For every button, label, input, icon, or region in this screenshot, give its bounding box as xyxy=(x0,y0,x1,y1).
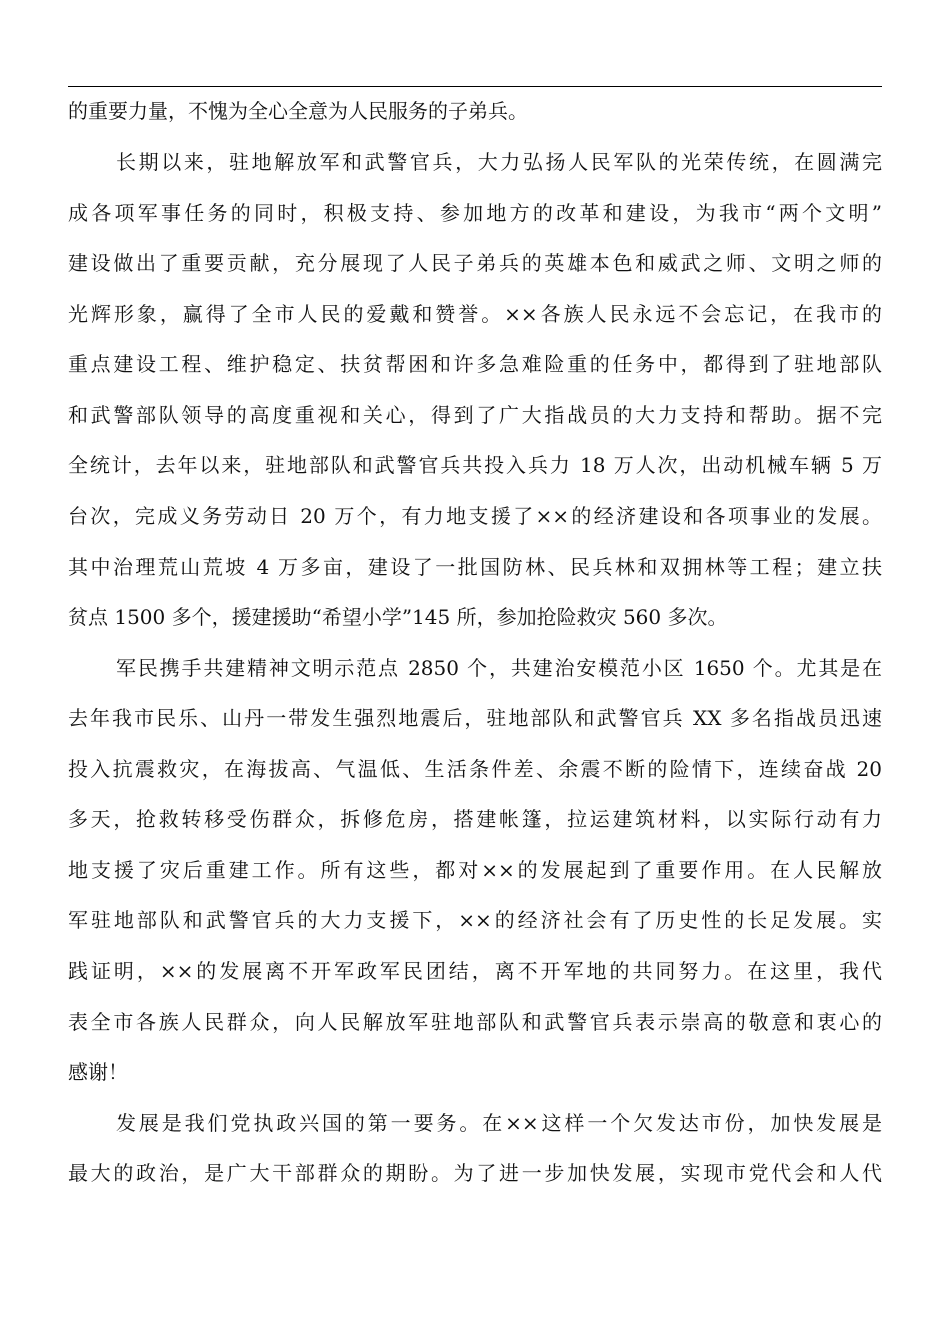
text-line: 践证明，××的发展离不开军政军民团结，离不开军地的共同努力。在这里，我代 xyxy=(68,959,882,983)
text-line: 地支援了灾后重建工作。所有这些，都对××的发展起到了重要作用。在人民解放 xyxy=(68,858,882,882)
text-line: 长期以来，驻地解放军和武警官兵，大力弘扬人民军队的光荣传统，在圆满完 xyxy=(116,150,882,174)
text-line: 表全市各族人民群众，向人民解放军驻地部队和武警官兵表示崇高的敬意和衷心的 xyxy=(68,1010,882,1034)
text-line: 重点建设工程、维护稳定、扶贫帮困和许多急难险重的任务中，都得到了驻地部队 xyxy=(68,352,882,376)
text-line: 去年我市民乐、山丹一带发生强烈地震后，驻地部队和武警官兵 XX 多名指战员迅速 xyxy=(68,706,882,730)
text-line: 的重要力量，不愧为全心全意为人民服务的子弟兵。 xyxy=(68,99,528,123)
text-line: 感谢！ xyxy=(68,1060,128,1084)
text-line: 最大的政治，是广大干部群众的期盼。为了进一步加快发展，实现市党代会和人代 xyxy=(68,1161,882,1185)
text-line: 军驻地部队和武警官兵的大力支援下，××的经济社会有了历史性的长足发展。实 xyxy=(68,908,882,932)
text-line: 军民携手共建精神文明示范点 2850 个，共建治安模范小区 1650 个。尤其是在 xyxy=(116,656,882,680)
text-line: 台次，完成义务劳动日 20 万个，有力地支援了××的经济建设和各项事业的发展。 xyxy=(68,504,882,528)
text-line: 建设做出了重要贡献，充分展现了人民子弟兵的英雄本色和威武之师、文明之师的 xyxy=(68,251,882,275)
text-line: 全统计，去年以来，驻地部队和武警官兵共投入兵力 18 万人次，出动机械车辆 5 万 xyxy=(68,453,882,477)
text-line: 和武警部队领导的高度重视和关心，得到了广大指战员的大力支持和帮助。据不完 xyxy=(68,403,882,427)
text-line: 发展是我们党执政兴国的第一要务。在××这样一个欠发达市份，加快发展是 xyxy=(116,1111,882,1135)
text-line: 光辉形象，赢得了全市人民的爱戴和赞誉。××各族人民永远不会忘记，在我市的 xyxy=(68,302,882,326)
text-line: 多天，抢救转移受伤群众，拆修危房，搭建帐篷，拉运建筑材料，以实际行动有力 xyxy=(68,807,882,831)
text-line: 其中治理荒山荒坡 4 万多亩，建设了一批国防林、民兵林和双拥林等工程；建立扶 xyxy=(68,555,882,579)
text-line: 投入抗震救灾，在海拔高、气温低、生活条件差、余震不断的险情下，连续奋战 20 xyxy=(68,757,882,781)
header-rule xyxy=(68,86,882,87)
text-line: 成各项军事任务的同时，积极支持、参加地方的改革和建设，为我市“两个文明” xyxy=(68,201,882,225)
text-line: 贫点 1500 多个，援建援助“希望小学”145 所，参加抢险救灾 560 多次。 xyxy=(68,605,728,629)
